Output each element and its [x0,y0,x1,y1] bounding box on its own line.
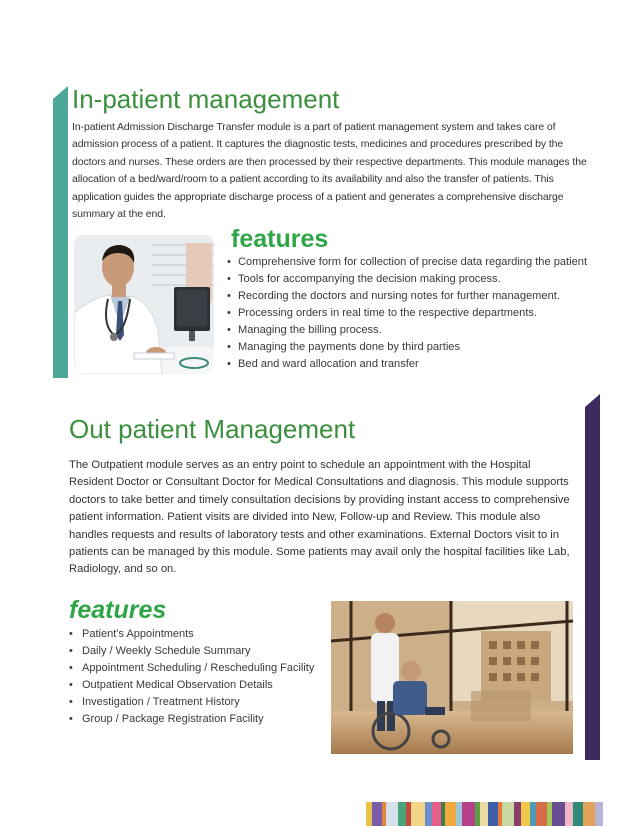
stripe [398,802,406,826]
stripe [432,802,441,826]
outpatient-features-list [69,626,314,728]
inpatient-description: In-patient Admission Discharge Transfer module is a part of patient management system and takes care of admission process of a patient. It captures the diagnostic tests, medicines and procedures prescribed by the doctors and nurses. These orders are then processed by their respective departments. This module manages the allocation of a bed/ward/room to a patient according to its availability and also the transfer of patients. This application guides the appropriate discharge process of a patient and generates a comprehensive discharge summary at the end. [72,121,587,221]
inpatient-features-title: features [231,225,329,253]
stripe [573,802,583,826]
stripe [462,802,475,826]
list-item: • Outpatient Medical Observation Details [69,677,314,694]
stripe [502,802,514,826]
stripe [386,802,398,826]
stripe [411,802,425,826]
stripe [521,802,530,826]
list-item: • Appointment Scheduling / Rescheduling Facility [69,660,314,677]
stripe [445,802,456,826]
hospital-photo [331,601,573,754]
stripe [536,802,547,826]
stripe [480,802,488,826]
stripe [565,802,573,826]
teal-accent-bar [53,86,68,378]
doctor-illustration [74,235,214,374]
outpatient-title: Out patient Management [69,414,356,444]
list-item: • Bed and ward allocation and transfer [227,356,587,373]
stripe [552,802,565,826]
hospital-illustration [331,601,573,754]
stripe [595,802,603,826]
list-item: • Tools for accompanying the decision making process. [227,271,587,288]
list-item: • Managing the payments done by third parties [227,339,587,356]
list-item: • Managing the billing process. [227,322,587,339]
list-item: • Comprehensive form for collection of precise data regarding the patient [227,254,587,271]
list-item: • Processing orders in real time to the respective departments. [227,305,587,322]
stripe [514,802,521,826]
stripe [488,802,498,826]
doctor-photo [74,235,214,374]
list-item: • Investigation / Treatment History [69,694,314,711]
list-item: • Daily / Weekly Schedule Summary [69,643,314,660]
list-item: • Group / Package Registration Facility [69,711,314,728]
stripe [583,802,595,826]
inpatient-title: In-patient management [72,84,340,114]
list-item: • Patient’s Appointments [69,626,314,643]
stripe [425,802,432,826]
list-item: • Recording the doctors and nursing notes for further management. [227,288,587,305]
purple-accent-bar [585,394,600,760]
inpatient-features-list [227,254,587,373]
decorative-stripe-band [366,802,638,826]
outpatient-features-title: features [69,596,167,624]
stripe [372,802,382,826]
outpatient-description: The Outpatient module serves as an entry point to schedule an appointment with the Hospital Resident Doctor or Consultant Doctor for Medical Consultations and diagnosis. This module supports doctors to take better and timely consultation decisions by providing instant access to comprehensive patient information. Patient visits are divided into New, Follow-up and Review. This module also handles requests and results of laboratory tests and other examinations. External Doctors visit to in patients can be managed by this module. Some patients may avail only the hospital facilities like Lab, Radiology, and so on. [69,459,570,576]
